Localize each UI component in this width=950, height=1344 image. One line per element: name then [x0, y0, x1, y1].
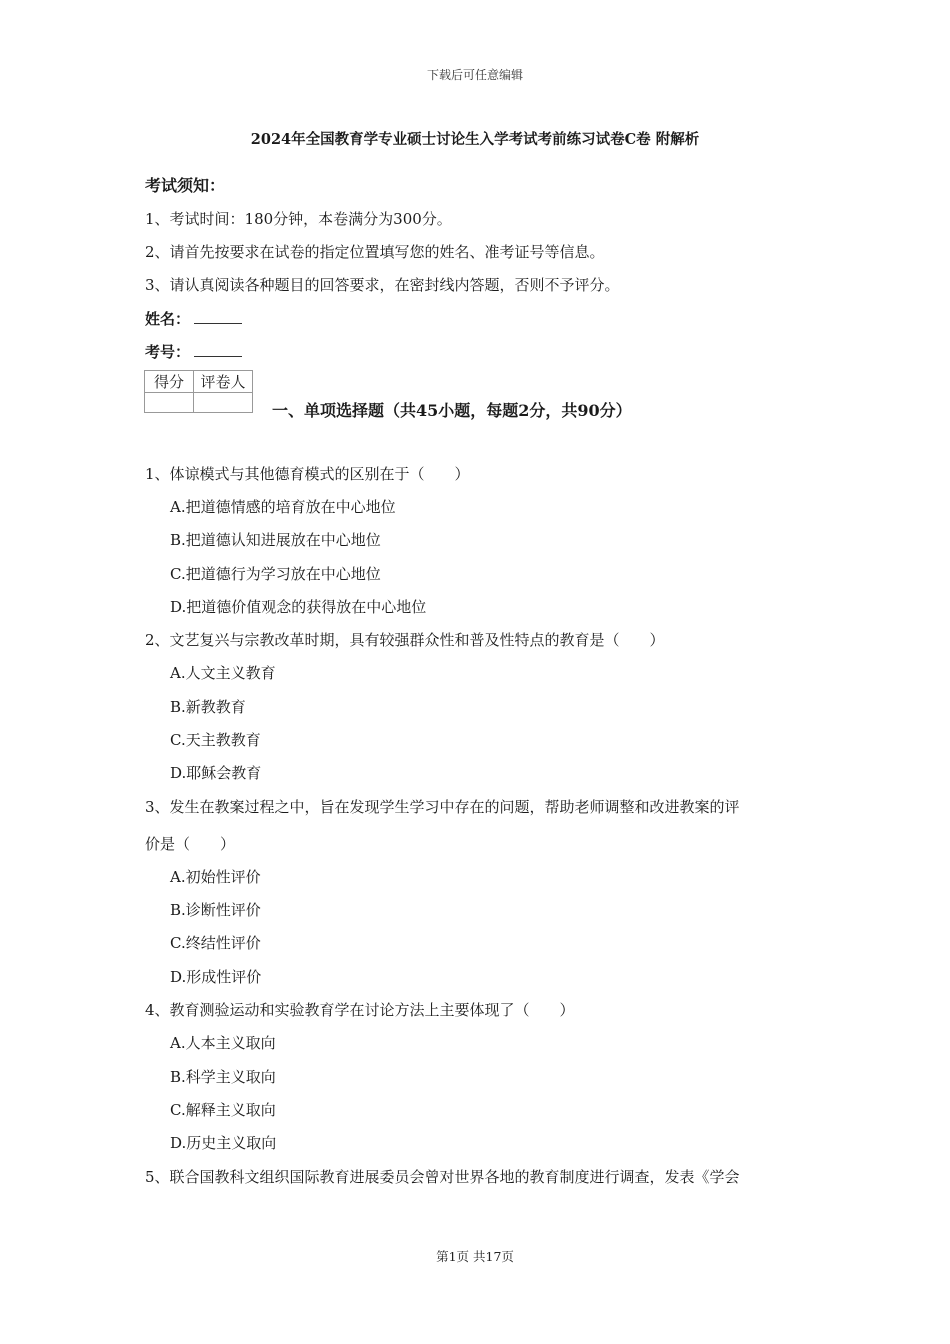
question-option: A.把道德情感的培育放在中心地位: [170, 498, 396, 516]
page-footer: 第1页 共17页: [436, 1249, 514, 1264]
exam-id-blank[interactable]: [194, 342, 242, 357]
question-option: D.历史主义取向: [170, 1134, 277, 1152]
question-stem: 3、发生在教案过程之中，旨在发现学生学习中存在的问题，帮助老师调整和改进教案的评: [145, 798, 740, 816]
score-table: [144, 370, 253, 413]
question-option: B.把道德认知进展放在中心地位: [170, 531, 381, 549]
notice-heading: 考试须知：: [145, 176, 226, 195]
question-stem: 2、文艺复兴与宗教改革时期，具有较强群众性和普及性特点的教育是（ ）: [145, 631, 665, 649]
question-option: D.耶稣会教育: [170, 764, 262, 782]
question-option: D.形成性评价: [170, 968, 262, 986]
grader-cell[interactable]: [194, 393, 253, 413]
notice-item: 3、请认真阅读各种题目的回答要求，在密封线内答题，否则不予评分。: [145, 276, 620, 294]
question-option: B.科学主义取向: [170, 1068, 276, 1086]
question-stem: 1、体谅模式与其他德育模式的区别在于（ ）: [145, 465, 470, 483]
question-option: A.人文主义教育: [170, 664, 276, 682]
question-option: C.终结性评价: [170, 934, 261, 952]
question-option: A.初始性评价: [170, 868, 261, 886]
document-title: 2024年全国教育学专业硕士讨论生入学考试考前练习试卷C卷 附解析: [250, 131, 700, 148]
score-cell[interactable]: [145, 393, 194, 413]
notice-item: 1、考试时间：180分钟，本卷满分为300分。: [145, 210, 452, 228]
question-option: D.把道德价值观念的获得放在中心地位: [170, 598, 427, 616]
notice-item: 2、请首先按要求在试卷的指定位置填写您的姓名、准考证号等信息。: [145, 243, 605, 261]
score-header: 得分: [145, 371, 194, 393]
question-stem-continued: 价是（ ）: [145, 835, 236, 853]
question-option: C.把道德行为学习放在中心地位: [170, 565, 381, 583]
question-stem: 5、联合国教科文组织国际教育进展委员会曾对世界各地的教育制度进行调查，发表《学会: [145, 1168, 740, 1186]
name-blank[interactable]: [194, 309, 242, 324]
question-option: C.解释主义取向: [170, 1101, 276, 1119]
header-note: 下载后可任意编辑: [426, 68, 523, 82]
name-field: [145, 308, 242, 329]
exam-id-label: 考号：: [145, 343, 191, 361]
exam-id-field: [145, 341, 242, 362]
question-stem: 4、教育测验运动和实验教育学在讨论方法上主要体现了（ ）: [145, 1001, 575, 1019]
name-label: 姓名：: [145, 310, 191, 328]
grader-header: 评卷人: [194, 371, 253, 393]
question-option: B.诊断性评价: [170, 901, 261, 919]
question-option: C.天主教教育: [170, 731, 261, 749]
question-option: B.新教教育: [170, 698, 246, 716]
section-title: 一、单项选择题（共45小题，每题2分，共90分）: [272, 401, 632, 420]
question-option: A.人本主义取向: [170, 1034, 276, 1052]
